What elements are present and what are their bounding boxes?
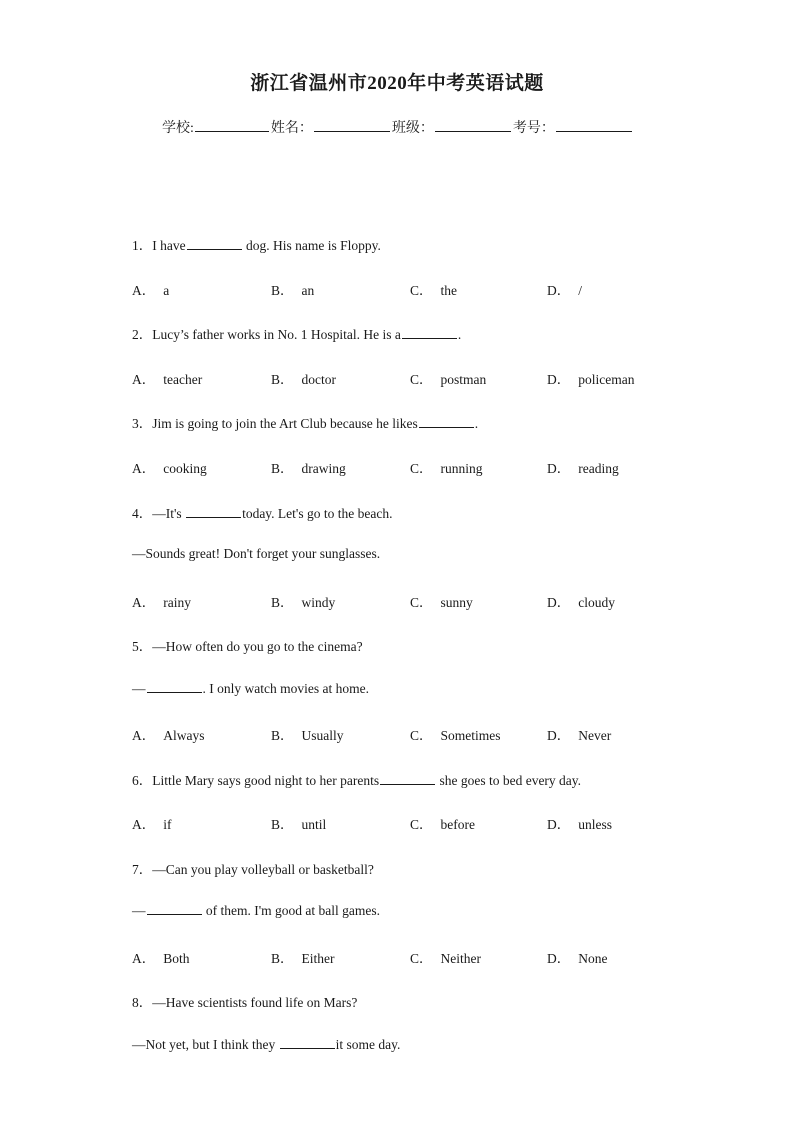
question-8-line-1 [132,991,357,1011]
option-text: postman [440,372,487,387]
option-letter: A． [132,372,156,387]
question-text: 8．—Have scientists found life on Mars? [132,995,358,1010]
question-8-line-2 [132,1036,400,1053]
question-text: 1．I have [132,238,186,253]
option-text: None [578,951,608,966]
answer-blank[interactable] [380,772,435,785]
option-text: doctor [301,372,337,387]
option-d[interactable] [547,724,611,744]
option-text: unless [578,817,612,832]
option-letter: C． [410,595,433,610]
question-text: 4．—It's [132,506,186,521]
question-text: 7．—Can you play volleyball or basketball? [132,862,374,877]
question-3-line-1 [132,412,478,432]
option-text: a [163,283,170,298]
option-letter: A． [132,817,156,832]
option-text: / [578,283,583,298]
option-letter: A． [132,951,156,966]
question-text: — [132,903,146,918]
question-2-line-1 [132,323,461,343]
option-a[interactable] [132,457,207,477]
option-c[interactable] [410,813,475,833]
option-b[interactable] [271,724,344,744]
option-d[interactable] [547,947,608,967]
option-a[interactable] [132,724,205,744]
option-c[interactable] [410,368,486,388]
question-text: of them. I'm good at ball games. [202,903,381,918]
option-text: if [163,817,172,832]
class-blank[interactable] [435,117,511,132]
option-c[interactable] [410,457,483,477]
question-text: —Sounds great! Don't forget your sunglasses. [132,546,381,561]
option-a[interactable] [132,279,169,299]
option-text: reading [578,461,619,476]
option-text: sunny [440,595,473,610]
question-1-line-1 [132,234,381,254]
option-d[interactable] [547,813,612,833]
question-7-line-1 [132,858,374,878]
option-text: Always [163,728,205,743]
answer-blank[interactable] [280,1036,335,1049]
name-label: 姓名： [270,121,313,136]
option-letter: D． [547,817,571,832]
option-c[interactable] [410,591,473,611]
option-text: Sometimes [440,728,501,743]
answer-blank[interactable] [186,505,241,518]
option-text: rainy [163,595,191,610]
option-letter: B． [271,951,294,966]
question-text: today. Let's go to the beach. [242,506,393,521]
option-letter: A． [132,283,156,298]
option-text: Never [578,728,612,743]
option-letter: C． [410,817,433,832]
class-label: 班级： [391,121,434,136]
option-b[interactable] [271,813,326,833]
question-text: 2．Lucy’s father works in No. 1 Hospital. He is a [132,327,401,342]
answer-blank[interactable] [187,237,242,250]
option-a[interactable] [132,591,191,611]
option-letter: B． [271,728,294,743]
question-4-line-2 [132,546,380,562]
option-text: the [440,283,458,298]
option-letter: C． [410,461,433,476]
option-text: Either [301,951,335,966]
option-text: before [440,817,475,832]
option-text: cloudy [578,595,615,610]
question-text: it some day. [335,1037,401,1052]
answer-blank[interactable] [402,326,457,339]
option-letter: D． [547,728,571,743]
question-text: 5．—How often do you go to the cinema? [132,639,363,654]
option-letter: D． [547,951,571,966]
option-text: Both [163,951,190,966]
option-a[interactable] [132,368,202,388]
option-c[interactable] [410,947,481,967]
option-letter: A． [132,728,156,743]
option-letter: D． [547,372,571,387]
option-b[interactable] [271,591,335,611]
option-text: running [440,461,483,476]
question-text: . [457,327,462,342]
question-text: she goes to bed every day. [436,773,582,788]
question-text: — [132,681,146,696]
option-d[interactable] [547,368,634,388]
option-text: policeman [578,372,635,387]
option-letter: D． [547,283,571,298]
school-label: 学校: [162,121,194,136]
option-b[interactable] [271,279,314,299]
question-text: 3．Jim is going to join the Art Club because he likes [132,416,418,431]
question-6-line-1 [132,769,581,789]
option-letter: C． [410,283,433,298]
name-blank[interactable] [314,117,390,132]
exam-number-blank[interactable] [556,117,632,132]
question-5-line-1 [132,635,363,655]
option-c[interactable] [410,279,457,299]
option-letter: B． [271,283,294,298]
option-letter: D． [547,461,571,476]
option-text: until [301,817,327,832]
answer-blank[interactable] [147,902,202,915]
option-letter: D． [547,595,571,610]
option-b[interactable] [271,368,336,388]
option-letter: B． [271,817,294,832]
option-letter: C． [410,951,433,966]
option-text: windy [301,595,336,610]
question-7-line-2 [132,902,380,919]
exam-number-label: 考号： [512,121,555,136]
option-letter: A． [132,595,156,610]
school-blank[interactable] [195,117,269,132]
option-letter: C． [410,728,433,743]
question-text: . [474,416,479,431]
option-d[interactable] [547,591,615,611]
option-text: Neither [440,951,481,966]
option-text: cooking [163,461,207,476]
question-text: dog. His name is Floppy. [242,238,381,253]
option-a[interactable] [132,947,190,967]
question-text: . I only watch movies at home. [202,681,369,696]
option-letter: C． [410,372,433,387]
option-letter: A． [132,461,156,476]
answer-blank[interactable] [419,415,474,428]
option-letter: B． [271,595,294,610]
option-a[interactable] [132,813,172,833]
question-5-line-2 [132,680,369,697]
option-text: drawing [301,461,346,476]
question-text: —Not yet, but I think they [132,1037,279,1052]
option-text: teacher [163,372,203,387]
option-b[interactable] [271,947,335,967]
option-letter: B． [271,372,294,387]
option-c[interactable] [410,724,501,744]
option-b[interactable] [271,457,346,477]
page-title: 浙江省温州市2020年中考英语试题 [250,73,544,94]
option-text: an [301,283,315,298]
option-text: Usually [301,728,344,743]
question-4-line-1 [132,502,392,522]
student-info-line [162,117,642,137]
question-text: 6．Little Mary says good night to her parents [132,773,380,788]
option-d[interactable] [547,279,582,299]
option-d[interactable] [547,457,619,477]
answer-blank[interactable] [147,680,202,693]
option-letter: B． [271,461,294,476]
